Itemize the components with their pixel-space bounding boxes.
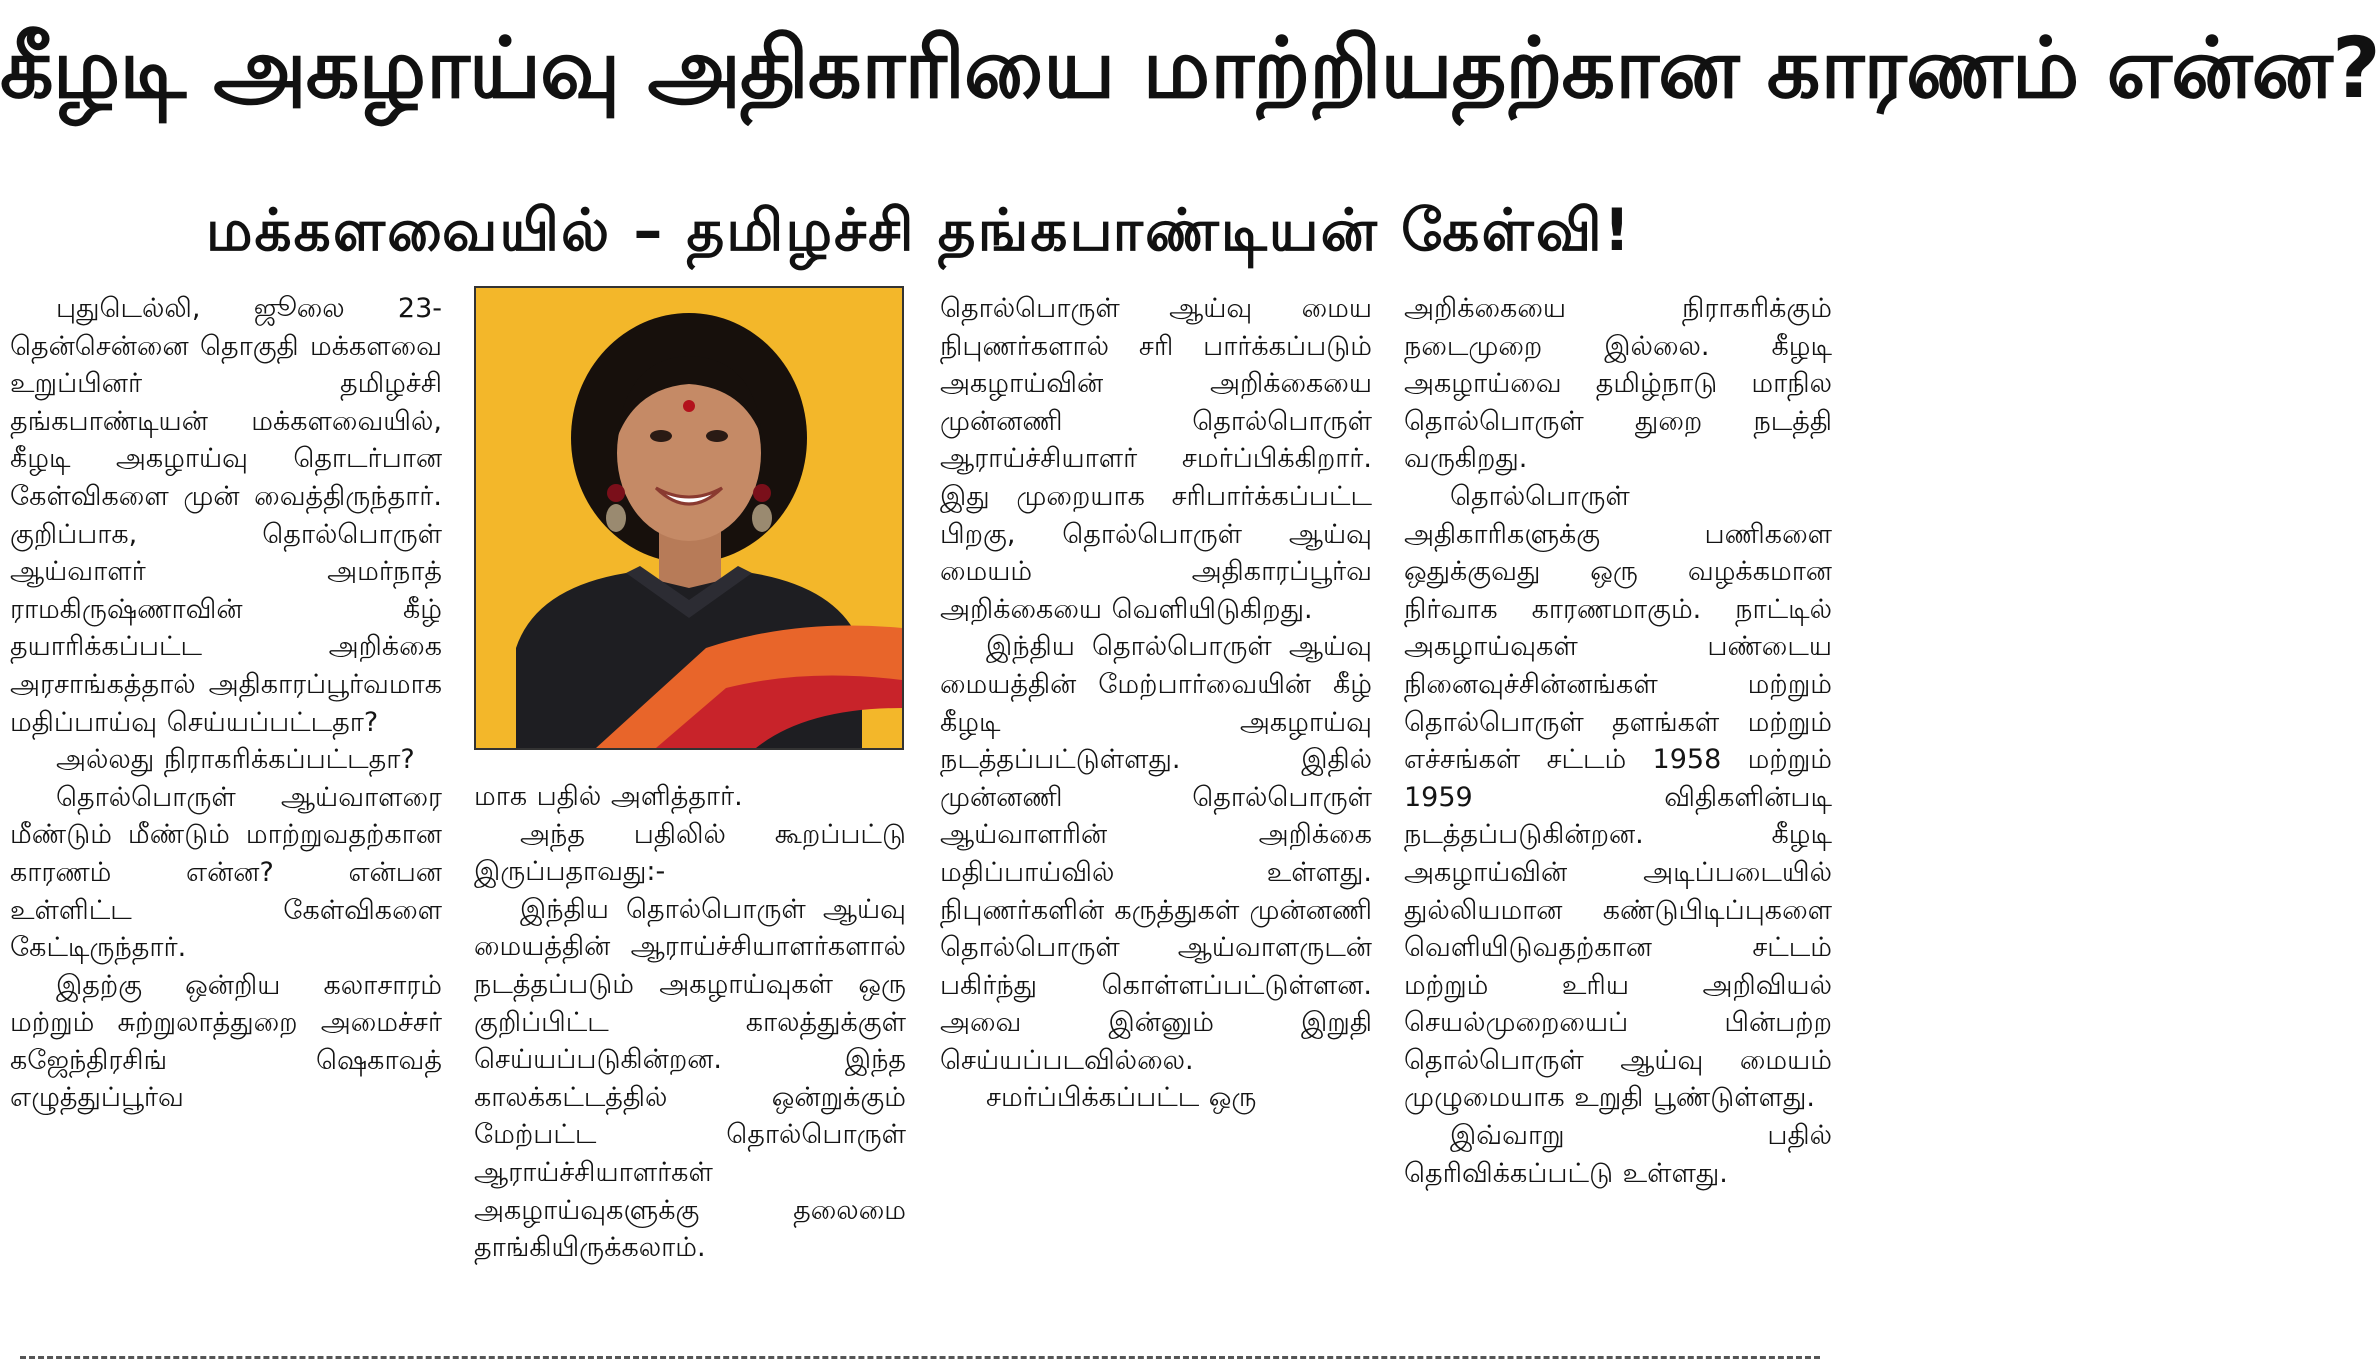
paragraph: சமர்ப்பிக்கப்பட்ட ஒரு	[986, 1082, 1257, 1114]
article-column-2	[474, 778, 906, 1348]
article-column-4	[1404, 290, 1832, 1356]
paragraph: இந்திய தொல்பொருள் ஆய்வு மையத்தின் ஆராய்ச்சியாளர்களால் நடத்தப்படும் அகழாய்வுகள் ஒரு குறிப்பிட்ட காலத்துக்குள் செய்யப்படுகின்றன. இந்த காலக்கட்டத்தில் ஒன்றுக்கும் மேற்பட்ட தொல்பொருள் ஆராய்ச்சியாளர்கள் அகழாய்வுகளுக்கு தலைமை தாங்கியிருக்கலாம்.	[474, 893, 906, 1264]
article-column-1	[10, 290, 442, 1356]
paragraph: தொல்பொருள் ஆய்வாளரை மீண்டும் மீண்டும் மாற்றுவதற்கான காரணம் என்ன? என்பன உள்ளிட்ட கேள்விகளை கேட்டிருந்தார்.	[10, 781, 442, 964]
paragraph: இதற்கு ஒன்றிய கலாசாரம் மற்றும் சுற்றுலாத்துறை அமைச்சர் கஜேந்திரசிங் ஷெகாவத் எழுத்துப்பூர்வ	[10, 969, 442, 1114]
woman-portrait-icon	[476, 288, 902, 748]
headline: கீழடி அகழாய்வு அதிகாரியை மாற்றியதற்கான காரணம் என்ன?	[0, 19, 2380, 117]
paragraph: தொல்பொருள் அதிகாரிகளுக்கு பணிகளை ஒதுக்குவது ஒரு வழக்கமான நிர்வாக காரணமாகும். நாட்டில் அகழாய்வுகள் பண்டைய நினைவுச்சின்னங்கள் மற்றும் தொல்பொருள் தளங்கள் மற்றும் எச்சங்கள் சட்டம் 1958 மற்றும் 1959 விதிகளின்படி நடத்தப்படுகின்றன. கீழடி அகழாய்வின் அடிப்படையில் துல்லியமான கண்டுபிடிப்புகளை வெளியிடுவதற்கான சட்டம் மற்றும் உரிய அறிவியல் செயல்முறையைப் பின்பற்ற தொல்பொருள் ஆய்வு மையம் முழுமையாக உறுதி பூண்டுள்ளது.	[1404, 480, 1832, 1114]
paragraph: மாக பதில் அளித்தார்.	[474, 781, 743, 812]
paragraph: இந்திய தொல்பொருள் ஆய்வு மையத்தின் மேற்பார்வையின் கீழ் கீழடி அகழாய்வு நடத்தப்பட்டுள்ளது. இதில் முன்னணி தொல்பொருள் ஆய்வாளரின் அறிக்கை மதிப்பாய்வில் உள்ளது. நிபுணர்களின் கருத்துகள் முன்னணி தொல்பொருள் ஆய்வாளருடன் பகிர்ந்து கொள்ளப்பட்டுள்ளன. அவை இன்னும் இறுதி செய்யப்படவில்லை.	[940, 631, 1372, 1076]
subheadline: மக்களவையில் – தமிழச்சி தங்கபாண்டியன் கேள்வி!	[205, 196, 1633, 264]
dashed-divider	[20, 1356, 1820, 1359]
paragraph: புதுடெல்லி, ஜூலை 23- தென்சென்னை தொகுதி மக்களவை உறுப்பினர் தமிழச்சி தங்கபாண்டியன் மக்களவையில், கீழடி அகழாய்வு தொடர்பான கேள்விகளை முன் வைத்திருந்தார். குறிப்பாக, தொல்பொருள் ஆய்வாளர் அமர்நாத் ராமகிருஷ்ணாவின் கீழ் தயாரிக்கப்பட்ட அறிக்கை அரசாங்கத்தால் அதிகாரப்பூர்வமாக மதிப்பாய்வு செய்யப்பட்டதா?	[10, 293, 442, 738]
paragraph: அறிக்கையை நிராகரிக்கும் நடைமுறை இல்லை. கீழடி அகழாய்வை தமிழ்நாடு மாநில தொல்பொருள் துறை நடத்தி வருகிறது.	[1404, 293, 1832, 475]
paragraph: தொல்பொருள் ஆய்வு மைய நிபுணர்களால் சரி பார்க்கப்படும் அகழாய்வின் அறிக்கையை முன்னணி தொல்பொருள் ஆராய்ச்சியாளர் சமர்ப்பிக்கிறார். இது முறையாக சரிபார்க்கப்பட்ட பிறகு, தொல்பொருள் ஆய்வு மையம் அதிகாரப்பூர்வ அறிக்கையை வெளியிடுகிறது.	[940, 293, 1372, 625]
paragraph: இவ்வாறு பதில் தெரிவிக்கப்பட்டு உள்ளது.	[1404, 1120, 1832, 1189]
article-column-3	[940, 290, 1372, 1356]
paragraph: அந்த பதிலில் கூறப்பட்டு இருப்பதாவது:-	[474, 818, 906, 888]
portrait-photo	[474, 286, 904, 750]
paragraph: அல்லது நிராகரிக்கப்பட்டதா?	[56, 744, 415, 776]
